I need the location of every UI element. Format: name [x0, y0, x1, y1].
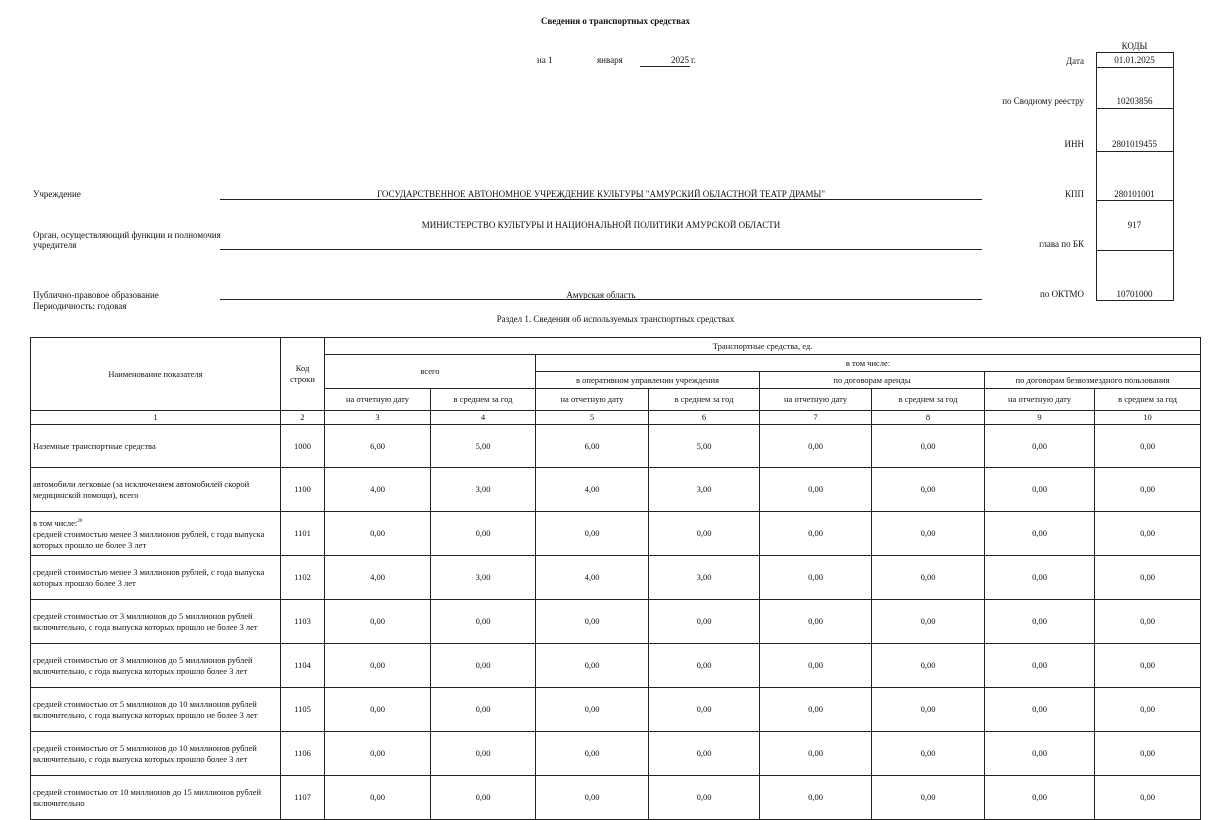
codes-border-top	[1096, 52, 1174, 53]
column-number: 4	[431, 411, 536, 425]
row-code: 1106	[281, 732, 325, 776]
row-value: 0,00	[760, 425, 872, 468]
header-avg-year: в среднем за год	[649, 389, 760, 411]
document-title: Сведения о транспортных средствах	[541, 16, 690, 26]
row-value: 0,00	[760, 688, 872, 732]
bk-code: 917	[1127, 220, 1142, 230]
table-row	[31, 468, 1201, 512]
row-value: 0,00	[1095, 644, 1201, 688]
row-value: 0,00	[760, 732, 872, 776]
row-value: 0,00	[1095, 776, 1201, 820]
row-label	[31, 468, 281, 512]
header-code-line1: Код	[295, 363, 310, 373]
row-code: 1103	[281, 600, 325, 644]
row-value: 4,00	[325, 468, 431, 512]
header-avg-year: в среднем за год	[1095, 389, 1201, 411]
codes-header: КОДЫ	[1121, 41, 1148, 51]
column-number: 3	[325, 411, 431, 425]
row-value: 3,00	[431, 468, 536, 512]
row-value: 0,00	[985, 425, 1095, 468]
inn-code: 2801019455	[1112, 139, 1157, 149]
row-label	[31, 425, 281, 468]
inn-label: ИНН	[1064, 139, 1084, 149]
row-label-line: включительно, с года выпуска которых прошло более 3 лет	[33, 665, 248, 676]
oktmo-code: 10701000	[1116, 289, 1153, 299]
row-label-line: включительно, с года выпуска которых прошло не более 3 лет	[33, 621, 258, 632]
column-numbers-row	[31, 411, 1201, 425]
row-label-line: включительно, с года выпуска которых прошло более 3 лет	[33, 753, 248, 764]
row-label-line: средней стоимостью от 5 миллионов до 10 миллионов рублей	[33, 742, 257, 753]
row-code: 1107	[281, 776, 325, 820]
header-avg-year: в среднем за год	[872, 389, 985, 411]
row-value: 0,00	[649, 776, 760, 820]
header-total: всего	[325, 355, 536, 389]
row-value: 0,00	[536, 644, 649, 688]
row-value: 0,00	[760, 644, 872, 688]
row-code: 1105	[281, 688, 325, 732]
row-value: 0,00	[872, 644, 985, 688]
codes-divider	[1096, 151, 1174, 152]
founder-label-line1: Орган, осуществляющий функции и полномочия	[33, 230, 221, 240]
row-value: 0,00	[872, 556, 985, 600]
header-code-line2: строки	[290, 374, 315, 384]
row-value: 0,00	[536, 688, 649, 732]
date-year: 2025	[671, 55, 689, 65]
row-value: 6,00	[536, 425, 649, 468]
row-value: 0,00	[1095, 732, 1201, 776]
institution-label: Учреждение	[33, 189, 81, 199]
row-value: 0,00	[431, 732, 536, 776]
row-value: 0,00	[536, 600, 649, 644]
row-value: 0,00	[760, 600, 872, 644]
header-lease: по договорам аренды	[760, 372, 985, 389]
row-value: 0,00	[985, 468, 1095, 512]
row-value: 0,00	[872, 600, 985, 644]
table-row	[31, 425, 1201, 468]
row-label-line: средней стоимостью от 3 миллионов до 5 миллионов рублей	[33, 610, 253, 621]
row-label-line: которых прошло более 3 лет	[33, 577, 136, 588]
row-value: 0,00	[985, 556, 1095, 600]
row-value: 0,00	[1095, 600, 1201, 644]
row-value: 0,00	[431, 600, 536, 644]
table-row	[31, 644, 1201, 688]
row-value: 0,00	[1095, 556, 1201, 600]
row-value: 4,00	[325, 556, 431, 600]
row-value: 0,00	[649, 732, 760, 776]
row-value: 3,00	[649, 468, 760, 512]
column-number: 1	[31, 411, 281, 425]
vehicles-table	[30, 337, 1201, 820]
row-value: 0,00	[872, 688, 985, 732]
institution-underline	[220, 199, 982, 200]
row-value: 0,00	[649, 600, 760, 644]
row-label	[31, 732, 281, 776]
section-title: Раздел 1. Сведения об используемых транспортных средствах	[496, 314, 735, 324]
row-value: 0,00	[649, 644, 760, 688]
column-number: 7	[760, 411, 872, 425]
table-row	[31, 732, 1201, 776]
row-label-line: медицинской помощи), всего	[33, 489, 139, 500]
row-value: 0,00	[649, 688, 760, 732]
row-value: 0,00	[985, 732, 1095, 776]
row-value: 0,00	[325, 776, 431, 820]
row-code: 1100	[281, 468, 325, 512]
column-number: 10	[1095, 411, 1201, 425]
row-label-line: Наземные транспортные средства	[33, 440, 156, 451]
row-label-line: включительно	[33, 797, 85, 808]
row-label-line: средней стоимостью от 10 миллионов до 15 миллионов рублей	[33, 786, 262, 797]
row-value: 0,00	[536, 732, 649, 776]
row-label-line: средней стоимостью от 5 миллионов до 10 миллионов рублей	[33, 698, 257, 709]
municipality-label: Публично-правовое образование	[33, 290, 159, 300]
date-month: января	[597, 55, 623, 65]
header-code	[281, 338, 325, 411]
row-value: 0,00	[985, 600, 1095, 644]
codes-divider	[1096, 67, 1174, 68]
oktmo-label: по ОКТМО	[1040, 289, 1084, 299]
row-value: 3,00	[649, 556, 760, 600]
row-label-line: автомобили легковые (за исключением автомобилей скорой	[33, 478, 250, 489]
row-label-line: средней стоимостью менее 3 миллионов рублей, с года выпуска	[33, 528, 265, 539]
row-value: 6,00	[325, 425, 431, 468]
row-code: 1101	[281, 512, 325, 556]
row-value: 0,00	[985, 644, 1095, 688]
date-code: 01.01.2025	[1114, 55, 1155, 65]
table-row	[31, 512, 1201, 556]
column-number: 5	[536, 411, 649, 425]
bk-label: глава по БК	[1039, 239, 1084, 249]
row-label-prefix	[33, 516, 277, 529]
row-value: 0,00	[1095, 468, 1201, 512]
row-value: 4,00	[536, 468, 649, 512]
row-label	[31, 644, 281, 688]
row-label-line: которых прошло не более 3 лет	[33, 539, 147, 550]
table-row	[31, 600, 1201, 644]
row-label-prefix-text: в том числе:	[33, 517, 78, 528]
table-row	[31, 776, 1201, 820]
column-number: 2	[281, 411, 325, 425]
date-prefix: на 1	[537, 55, 553, 65]
row-value: 0,00	[760, 512, 872, 556]
row-value: 0,00	[985, 512, 1095, 556]
row-value: 5,00	[431, 425, 536, 468]
row-value: 0,00	[985, 688, 1095, 732]
founder-label-line2: учредителя	[33, 240, 77, 250]
row-label-line: включительно, с года выпуска которых прошло не более 3 лет	[33, 709, 258, 720]
codes-divider	[1096, 108, 1174, 109]
row-code: 1102	[281, 556, 325, 600]
codes-divider	[1096, 250, 1174, 251]
row-value: 0,00	[431, 644, 536, 688]
date-label: Дата	[1066, 56, 1084, 66]
row-label	[31, 512, 281, 556]
row-value: 0,00	[985, 776, 1095, 820]
column-number: 6	[649, 411, 760, 425]
header-free-use: по договорам безвозмездного пользования	[985, 372, 1201, 389]
codes-divider	[1096, 200, 1174, 201]
municipality-name: Амурская область	[566, 290, 636, 300]
header-operational: в оперативном управлении учреждения	[536, 372, 760, 389]
row-value: 0,00	[325, 688, 431, 732]
row-value: 0,00	[872, 425, 985, 468]
row-value: 0,00	[325, 732, 431, 776]
row-value: 0,00	[431, 776, 536, 820]
codes-border-right	[1173, 52, 1174, 300]
date-suffix: г.	[691, 55, 696, 65]
registry-label: по Сводному реестру	[1002, 96, 1084, 106]
column-number: 9	[985, 411, 1095, 425]
municipality-underline	[220, 299, 982, 300]
row-label	[31, 556, 281, 600]
header-name: Наименование показателя	[31, 338, 281, 411]
row-value: 0,00	[325, 600, 431, 644]
header-avg-year: в среднем за год	[431, 389, 536, 411]
row-value: 0,00	[649, 512, 760, 556]
row-value: 0,00	[325, 644, 431, 688]
registry-code: 10203856	[1116, 96, 1153, 106]
institution-name: ГОСУДАРСТВЕННОЕ АВТОНОМНОЕ УЧРЕЖДЕНИЕ КУЛЬТУРЫ "АМУРСКИЙ ОБЛАСТНОЙ ТЕАТР ДРАМЫ"	[376, 189, 826, 199]
row-value: 5,00	[649, 425, 760, 468]
row-value: 0,00	[536, 512, 649, 556]
row-label	[31, 688, 281, 732]
row-value: 3,00	[431, 556, 536, 600]
footnote-marker: 20	[77, 519, 83, 525]
header-on-date: на отчетную дату	[985, 389, 1095, 411]
founder-name: МИНИСТЕРСТВО КУЛЬТУРЫ И НАЦИОНАЛЬНОЙ ПОЛИТИКИ АМУРСКОЙ ОБЛАСТИ	[421, 220, 781, 230]
table-row	[31, 556, 1201, 600]
row-value: 0,00	[872, 512, 985, 556]
row-label-line: средней стоимостью менее 3 миллионов рублей, с года выпуска	[33, 566, 265, 577]
row-value: 0,00	[1095, 512, 1201, 556]
row-value: 0,00	[431, 512, 536, 556]
row-value: 0,00	[1095, 688, 1201, 732]
row-value: 0,00	[325, 512, 431, 556]
header-including: в том числе:	[536, 355, 1201, 372]
column-number: 8	[872, 411, 985, 425]
row-value: 0,00	[872, 732, 985, 776]
table-row	[31, 688, 1201, 732]
kpp-label: КПП	[1064, 189, 1084, 199]
header-vehicles: Транспортные средства, ед.	[325, 338, 1201, 355]
header-on-date: на отчетную дату	[760, 389, 872, 411]
row-code: 1000	[281, 425, 325, 468]
row-value: 0,00	[872, 468, 985, 512]
kpp-code: 280101001	[1114, 189, 1155, 199]
row-value: 0,00	[872, 776, 985, 820]
row-label	[31, 776, 281, 820]
codes-border-bottom	[1096, 300, 1174, 301]
row-value: 0,00	[1095, 425, 1201, 468]
date-year-underline	[640, 66, 690, 67]
row-label	[31, 600, 281, 644]
row-value: 0,00	[760, 468, 872, 512]
row-value: 0,00	[760, 776, 872, 820]
row-value: 4,00	[536, 556, 649, 600]
row-code: 1104	[281, 644, 325, 688]
codes-border-left	[1096, 52, 1097, 300]
row-value: 0,00	[760, 556, 872, 600]
founder-underline	[220, 249, 982, 250]
periodicity: Периодичность: годовая	[33, 301, 127, 311]
header-on-date: на отчетную дату	[325, 389, 431, 411]
row-value: 0,00	[431, 688, 536, 732]
header-on-date: на отчетную дату	[536, 389, 649, 411]
row-value: 0,00	[536, 776, 649, 820]
row-label-line: средней стоимостью от 3 миллионов до 5 миллионов рублей	[33, 654, 253, 665]
